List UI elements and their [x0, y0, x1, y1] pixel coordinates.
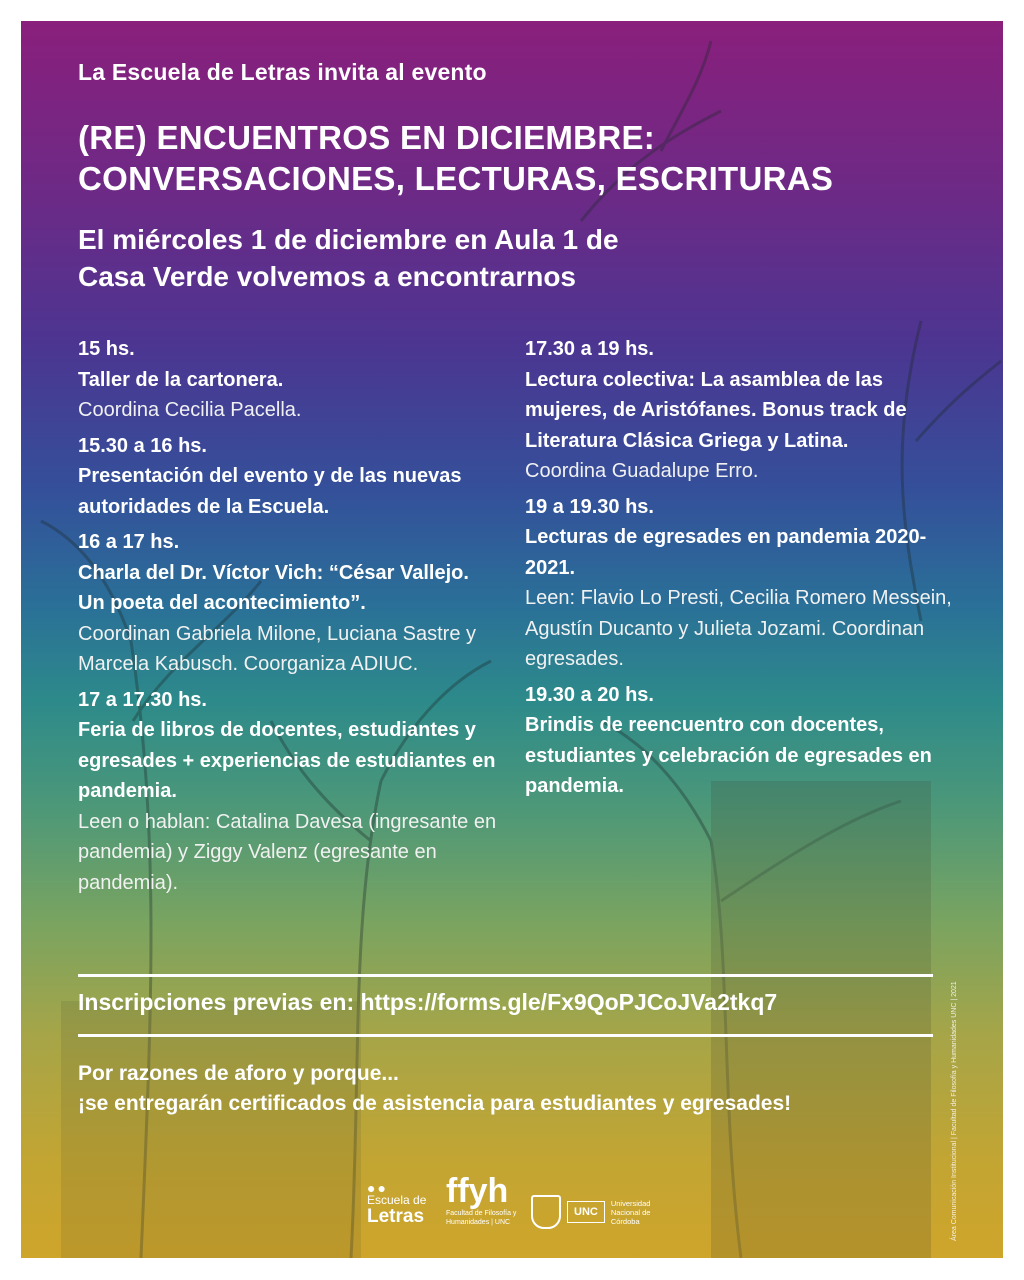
schedule-time: 17.30 a 19 hs.	[525, 338, 654, 360]
schedule-activity: Lectura colectiva: La asamblea de las mujeres, de Aristófanes. Bonus track de Literatura Clásica Griega y Latina.	[525, 368, 907, 452]
unc-box-text: UNC	[567, 1201, 605, 1223]
schedule-item	[78, 685, 498, 899]
title-line-1: (RE) ENCUENTROS EN DICIEMBRE:	[78, 119, 656, 156]
divider-bottom	[78, 1034, 933, 1037]
dots-icon: ●●	[367, 1180, 388, 1196]
schedule-activity: Brindis de reencuentro con docentes, estudiantes y celebración de egresades en pandemia.	[525, 714, 932, 797]
schedule-activity: Lecturas de egresades en pandemia 2020-2021.	[525, 526, 927, 579]
schedule-time: 15 hs.	[78, 338, 135, 360]
note-line-1: Por razones de aforo y porque...	[78, 1062, 399, 1085]
schedule-item	[525, 334, 965, 487]
ffyh-logo	[446, 1173, 526, 1227]
note-line-2: ¡se entregarán certificados de asistencia para estudiantes y egresades!	[78, 1092, 792, 1115]
event-subtitle	[78, 221, 619, 295]
schedule-time: 17 a 17.30 hs.	[78, 688, 207, 711]
divider-top	[78, 974, 933, 977]
schedule-right-column	[525, 334, 965, 807]
event-poster	[21, 21, 1003, 1258]
side-credit-text: Área Comunicación Institucional | Facultad de Filosofía y Humanidades UNC | 2021	[951, 981, 958, 1241]
event-title	[78, 117, 833, 199]
ffyh-big-text: ffyh	[446, 1172, 509, 1210]
schedule-activity: Taller de la cartonera.	[78, 368, 284, 391]
registration-link[interactable]: Inscripciones previas en: https://forms.gle/Fx9QoPJCoJVa2tkq7	[78, 989, 778, 1015]
escuela-letras-logo	[367, 1180, 427, 1227]
schedule-item	[78, 527, 498, 680]
unc-name-text: Universidad Nacional de Córdoba	[610, 1198, 651, 1226]
schedule-item	[78, 431, 498, 523]
schedule-time: 16 a 17 hs.	[78, 531, 180, 553]
ffyh-small-text: Facultad de Filosofía y Humanidades | UNC	[446, 1210, 517, 1226]
schedule-coordination: Coordina Guadalupe Erro.	[525, 460, 759, 482]
certificate-note	[78, 1059, 791, 1119]
schedule-coordination: Coordina Cecilia Pacella.	[78, 399, 302, 421]
schedule-time: 19.30 a 20 hs.	[525, 683, 654, 706]
event-kicker: La Escuela de Letras invita al evento	[78, 59, 487, 85]
subtitle-line-2: Casa Verde volvemos a encontrarnos	[78, 261, 576, 292]
letras-small-text: Escuela de	[367, 1193, 427, 1207]
schedule-activity: Feria de libros de docentes, estudiantes y egresades + experiencias de estudiantes en pandemia.	[78, 719, 496, 802]
schedule-activity: Presentación del evento y de las nuevas autoridades de la Escuela.	[78, 465, 462, 518]
subtitle-line-1: El miércoles 1 de diciembre en Aula 1 de	[78, 224, 619, 255]
schedule-coordination: Leen: Flavio Lo Presti, Cecilia Romero Messein, Agustín Ducanto y Julieta Jozami. Coordinan egresades.	[525, 587, 952, 670]
schedule-coordination: Coordinan Gabriela Milone, Luciana Sastre y Marcela Kabusch. Coorganiza ADIUC.	[78, 622, 476, 675]
schedule-time: 19 a 19.30 hs.	[525, 495, 654, 518]
schedule-item	[78, 334, 498, 426]
title-line-2: CONVERSACIONES, LECTURAS, ESCRITURAS	[78, 160, 834, 197]
schedule-coordination: Leen o hablan: Catalina Davesa (ingresante en pandemia) y Ziggy Valenz (egresante en pandemia).	[78, 810, 497, 894]
schedule-activity: Charla del Dr. Víctor Vich: “César Vallejo. Un poeta del acontecimiento”.	[78, 561, 469, 614]
unc-seal-icon	[531, 1195, 561, 1229]
schedule-item	[525, 680, 965, 802]
schedule-item	[525, 492, 965, 675]
schedule-left-column	[78, 334, 498, 903]
side-credit	[951, 981, 971, 1258]
unc-logo	[531, 1193, 671, 1231]
schedule-time: 15.30 a 16 hs.	[78, 434, 207, 457]
institution-logos	[361, 1161, 681, 1241]
letras-big-text: Letras	[367, 1206, 425, 1227]
